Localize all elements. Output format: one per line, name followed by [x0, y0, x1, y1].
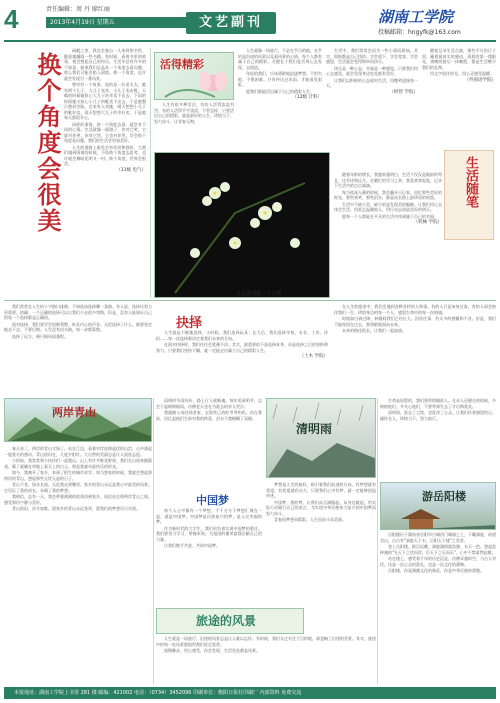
author-col-1: （11级 电气）: [116, 167, 146, 173]
section-divider: [4, 300, 496, 301]
article-title-china-dream: 中国梦: [196, 494, 229, 507]
image-title-top-center: 活得精彩: [160, 58, 204, 71]
image-title-bottom-center: 旅途的风景: [196, 614, 257, 628]
article-col-1: 闲暇之余，我总会独自一人来到图书馆，随意地翻阅一些书籍。有时候，看着书里的故事，便会想起自己的经历。生活中总有许多的不如意，如果我们总是从一个角度去看问题，那么我们可能会陷入困境。换一个角度，也许就会发现另一番风景。 曾经有一个故事，说的是一位老太太，她有两个儿子，大儿子卖伞，小儿子卖布鞋。天晴的时候她担心大儿子的伞卖不出去，下雨的时候她又担心小儿子的鞋卖不出去，于是她整日愁眉苦脸。后来有人劝她，晴天想想小儿子的鞋好卖，雨天想想大儿子的伞好卖，于是她每天都很开心。 同样的事情，换一个角度去看，就会有不同的心情。生活就像一面镜子，你对它笑，它就对你笑；你对它哭，它也对你哭。学会换个角度看问题，我们的生活会更加美好。 人生的道路上难免会有坎坷和挫折，当我们遇到困难的时候，不妨换个角度去思考，也许就会柳暗花明又一村。换个角度，世界会很美。 （11级 电气）: [64, 48, 146, 173]
article-col-5: 随着年龄的增长，我越来越明白，生活不仅仅是眼前的苟且，还有诗和远方。在繁忙的学习之余，我喜欢拿起笔，记录下生活中的点点滴滴。 每当夜深人静的时候，我会翻开日记本，回忆那些美好的时光。那些欢笑，那些泪水，都是成长路上最珍贵的财富。 生活中不缺少美，缺少的是发现美的眼睛。让我们用心去体会生活，用爱去温暖他人，用行动去创造美好的明天。 愿每一个人都能在平凡的生活中找到属于自己的幸福。 （机械 学院）: [334, 172, 442, 225]
column-divider-lower-right: [377, 398, 378, 684]
image-title-bottom-right: 游岳阳楼: [422, 490, 466, 503]
article-col-10: 清明时节雨纷纷，路上行人欲断魂。每年的清明节，总会下起绵绵细雨，仿佛老天也在为逝去的亲人哭泣。 我跟随父母回到老家，去祭拜已故的爷爷奶奶。站在墓前，回忆起他们生前对我的疼爱，泪水不禁模糊了双眼。: [156, 398, 262, 421]
image-title-top-right: 生活随笔: [463, 156, 478, 208]
section-banner: 文艺副刊: [186, 12, 276, 34]
image-title-mid-left: 两岸青山: [52, 406, 96, 419]
article-col-6: 我们常常在人生的十字路口徘徊，不知道该选择哪一条路。有人说，选择比努力更重要。的确，一个正确的选择可以让我们少走很多弯路。但是，没有人能保证自己的每一个选择都是正确的。 面对选择，我们要学会权衡利弊，听从内心的声音。无论选择了什么，都要坚定地走下去，不要后悔。人生没有回头路，每一步都算数。 选择了远方，便只顾风雨兼程。: [4, 304, 152, 339]
flower-icon: [155, 153, 330, 298]
author-col-4: （外国语学院）: [464, 77, 496, 83]
submission-email: 投稿邮箱：hngyfk@163.com: [378, 29, 461, 36]
article-col-15: 人生就是一场旅行，沿途的风景总是让人难以忘怀。有时候，我们太过专注于目的地，却忽略了沿途的美景。其实，旅途中的每一处风景都值得我们驻足欣赏。 放慢脚步，用心感受，你会发现，生活处处都是风景。: [156, 636, 376, 653]
author-col-2: （12级 计科）: [292, 95, 322, 100]
flower-photo: [154, 152, 330, 298]
editors-line: 责任编辑：周 丹 廖红丽: [46, 6, 110, 13]
date-line: 2013年4月19日 星期五: [46, 17, 186, 28]
article-col-8: 在人生的旅途中，我们会遇到各种各样的人和事。有的人只是匆匆过客，有的人却会陪伴我们一生。珍惜身边的每一个人，感恩生命中的每一次相遇。 时间如白驹过隙，转眼间我们已经长大。回首往事，有太多的感慨和不舍。但是，我们不能停留在过去，要勇敢地面向未来。 未来的路还很长，让我们一起加油。: [334, 304, 496, 333]
footer-bar: 本报地址：湖南工学院上书里 281 楼 邮编：421002 电话：（0734）3452096 印刷单位：衡阳日报社印刷厂 内部资料 免费交流: [4, 687, 496, 699]
paper-name: 湖南工学院: [378, 8, 454, 26]
column-divider: [150, 48, 151, 298]
article-col-13: 梦想是人生的航标，指引着我们前进的方向。有梦想就有希望，有希望就有动力。只要我们心中有梦，就一定能够创造奇迹。 中国梦，我的梦。让我们从点滴做起，从身边做起，用实际行动践行自己的诺言，为实现中华民族伟大复兴的中国梦而努力奋斗。 青春因梦想而精彩，人生因奋斗而美丽。: [266, 482, 376, 522]
article-col-7: 人生就是不断地选择。小时候，我们选择玩具；长大后，我们选择学校、专业、工作、伴侣……每一次选择都决定着我们未来的方向。 在面对抉择时，我们往往会犹豫不决。其实，最重要的不是选择本身，而是选择之后的坚持和努力。只要我们坚持不懈，就一定能走出属于自己的精彩人生。 （土木 学院）: [156, 330, 328, 359]
article-col-12: 每个人心中都有一个梦想，千千万万个梦想汇聚在一起，就是中国梦。中国梦是民族复兴的梦，是人民幸福的梦。 作为新时代的大学生，我们肩负着实现中国梦的重任。我们要努力学习，掌握本领，为祖国的繁荣富强贡献自己的力量。 让我们携手共进，共筑中国梦。: [156, 508, 262, 548]
page-number: 4: [4, 4, 19, 34]
article-col-3: 生活中，我们常常会因为一些小事而烦恼。其实，烦恼都是自己找的。学会放下，学会宽容，学会感恩，生活就会变得简单而快乐。 快乐是一种心态，幸福是一种感觉。只要我们用心去感受，就会发现身边处处都有美好。 让我们以积极的心态面对生活，用微笑迎接每一天。 （经管 学院）: [326, 48, 418, 95]
author-col-3: （经管 学院）: [389, 89, 418, 95]
column-divider-lower: [153, 398, 154, 684]
masthead: [0, 0, 500, 48]
article-col-2b: 人生就像一场旅行，不必在乎目的地，在乎的是沿途的风景以及看风景的心情。每个人都有属于自己的精彩，关键在于我们是否用心去发现、去创造。 年轻的我们，应该勇敢地追逐梦想，不怕失败，不惧困难。只有经历过风雨，才能看见彩虹。 愿我们都能活出属于自己的精彩人生。 （12级 计科）: [238, 48, 322, 100]
article-col-11: 生命是短暂的，我们要珍惜眼前人。在亲人还健在的时候，多陪陪他们，多关心他们，不要等到失去了才后悔莫及。 清明雨，洗去了尘埃，也洗净了心灵。让我们怀着感恩的心，缅怀先人，珍惜当下，努力前行。: [380, 398, 496, 421]
qingming-rain-illustration: [266, 398, 376, 478]
image-title-mid-center: 清明雨: [296, 422, 333, 436]
article-col-9: 春天来了，两岸的青山又绿了。站在江边，看着对岸连绵起伏的山峦，心中涌起一股莫名的感动。青山依旧在，几度夕阳红。大自然的美丽总是让人流连忘返。 小时候，我常常和小伙伴们一起爬山。山上有许多野花野果，我们在山间奔跑嬉戏，累了就躺在草地上看天上的白云。那是我童年最快乐的时光。 如今，我离开了家乡，来到了陌生的城市求学。每当想家的时候，我就会想起那两岸的青山，想起那些无忧无虑的日子。 青山不老，绿水长流。无论我走到哪里，家乡的青山永远是我心中最美的风景。它见证了我的成长，承载了我的梦想。 我相信，总有一天，我会带着满满的收获回到家乡，再次站在那两岸青山之间，感受那份宁静与美好。 青山依旧，岁月如歌。愿家乡的青山永远苍翠，愿我们的梦想早日实现。: [4, 446, 152, 511]
main-headline: 换个角度会很美: [33, 52, 62, 234]
article-title-choice: 抉择: [176, 316, 203, 331]
article-col-14: 岳阳楼位于湖南省岳阳市古城西门城墙之上，下瞰洞庭，前望君山，自古有"洞庭天下水，岳阳天下楼"之美誉。 登上岳阳楼，极目远眺，洞庭湖烟波浩渺，水天一色。想起范仲淹的"先天下之忧而忧，后天下之乐而乐"，心中不禁肃然起敬。 站在楼上，感受着千年的历史沉淀，仿佛穿越时空，与古人对话。这是一次心灵的洗礼，也是一次文化的熏陶。 岳阳楼，你是湖湘文化的象征，你是中华民族的骄傲。: [380, 532, 496, 573]
author-col-6: （土木 学院）: [299, 354, 328, 359]
author-col-5: （机械 学院）: [413, 220, 442, 225]
header-rule: [4, 40, 496, 42]
flower-caption: 文艺副刊第二十五期: [236, 291, 282, 297]
article-col-4: 随笔记录生活点滴，那些平凡的日子里，藏着最真实的感动。清晨的第一缕阳光，傍晚的最后一抹晚霞，都是生活赠予我们的礼物。 用文字留住时光，用心灵感受温暖。 （外国语学院）: [422, 48, 496, 83]
rain-icon: [267, 399, 376, 478]
article-col-2a: 人生有很多种活法，有的人活得轰轰烈烈，有的人活得平平淡淡。不管怎样，只要活出自己的精彩，就是最好的人生。珍惜当下，努力奋斗，让青春无悔。: [154, 102, 234, 124]
